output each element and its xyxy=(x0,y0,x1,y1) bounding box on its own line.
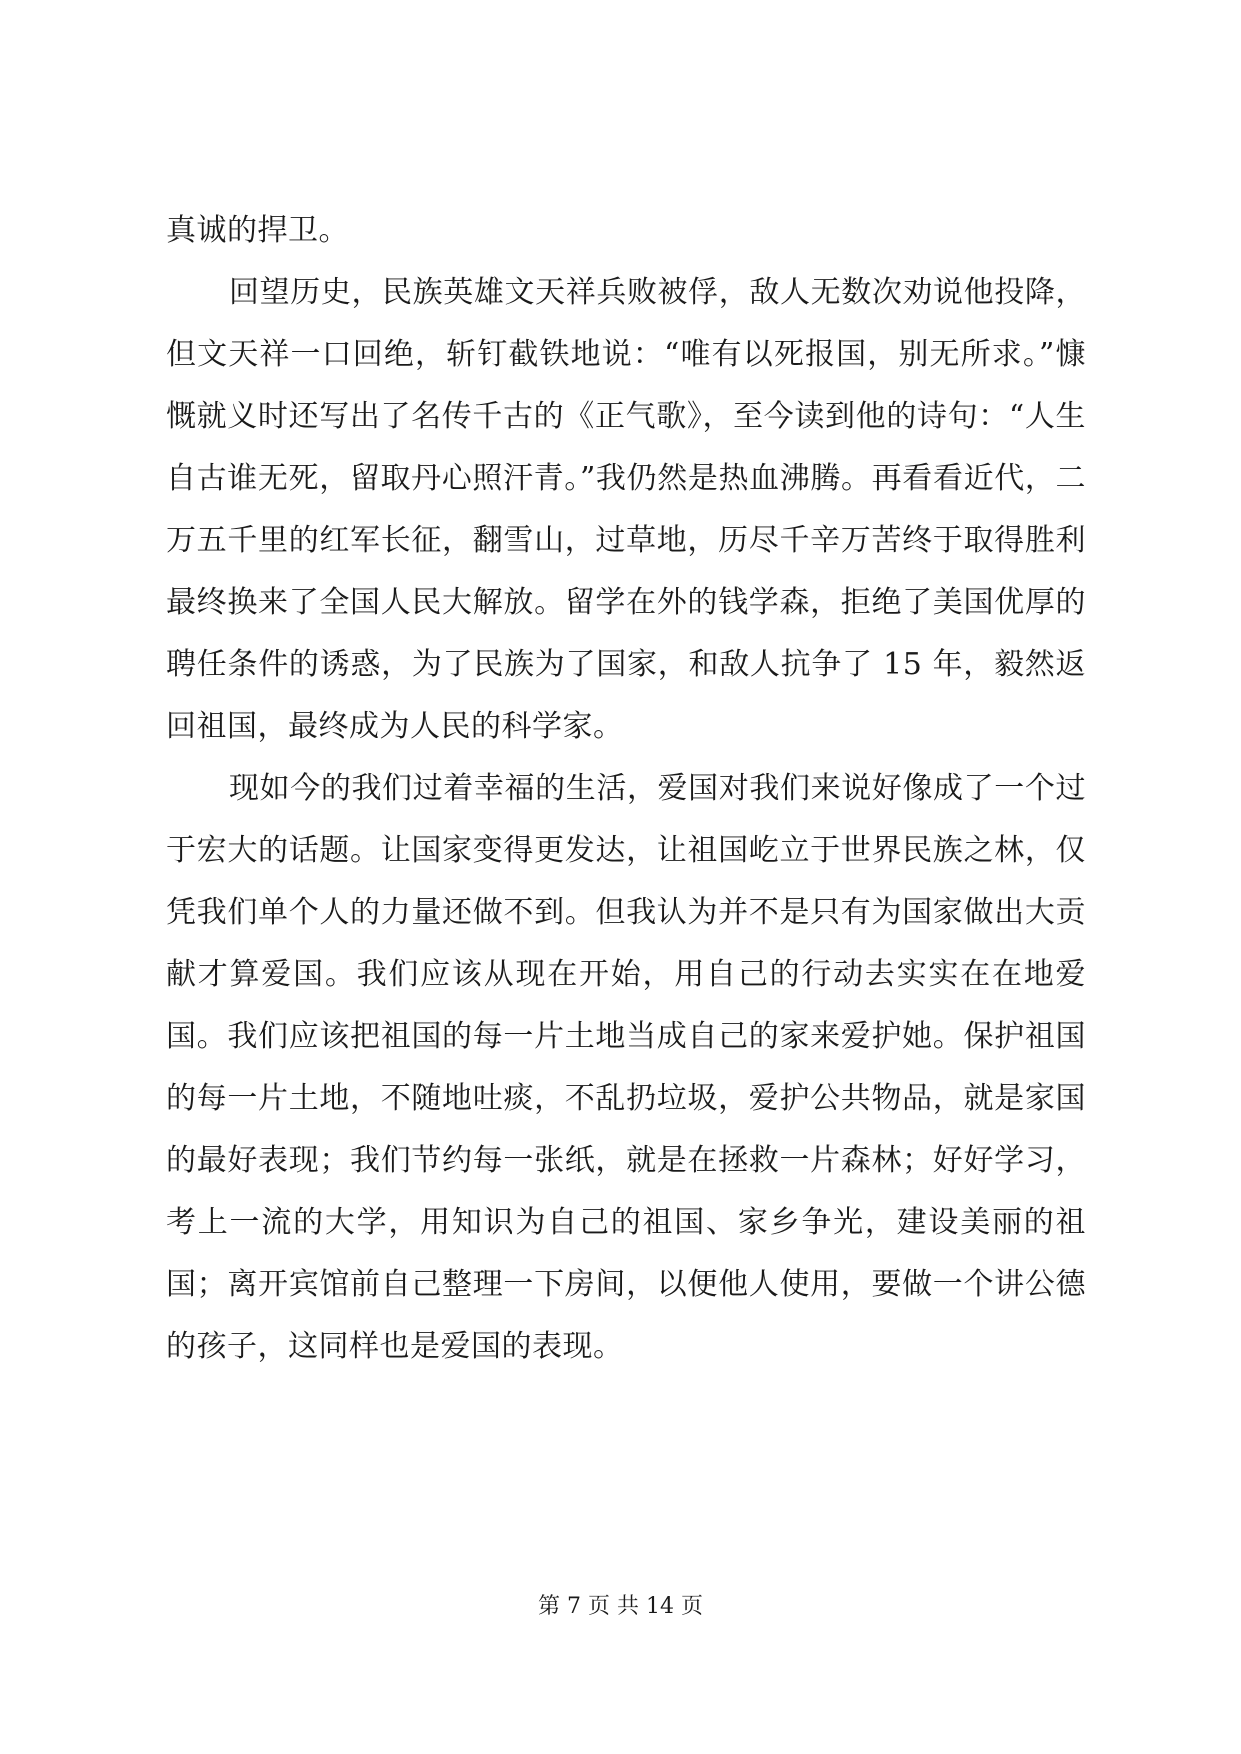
paragraph-continuation: 真诚的捍卫。 xyxy=(166,213,349,248)
page-number-footer: 第 7 页 共 14 页 xyxy=(538,1594,703,1619)
paragraph-today: 现如今的我们过着幸福的生活，爱国对我们来说好像成了一个过于宏大的话题。让国家变得更发达，让祖国屹立于世界民族之林，仅凭我们单个人的力量还做不到。但我认为并不是只有为国家做出大贡献才算爱国。我们应该从现在开始，用自己的行动去实实在在地爱国。我们应该把祖国的每一片土地当成自己的家来爱护她。保护祖国的每一片土地，不随地吐痰，不乱扔垃圾，爱护公共物品，就是家国的最好表现；我们节约每一张纸，就是在拯救一片森林；好好学习，考上一流的大学，用知识为自己的祖国、家乡争光，建设美丽的祖国；离开宾馆前自己整理一下房间，以便他人使用，要做一个讲公德的孩子，这同样也是爱国的表现。 xyxy=(166,771,1086,1364)
paragraph-history: 回望历史，民族英雄文天祥兵败被俘，敌人无数次劝说他投降，但文天祥一口回绝，斩钉截铁地说：“唯有以死报国，别无所求。”慷慨就义时还写出了名传千古的《正气歌》，至今读到他的诗句：“人生自古谁无死，留取丹心照汗青。”我仍然是热血沸腾。再看看近代，二万五千里的红军长征，翻雪山，过草地，历尽千辛万苦终于取得胜利最终换来了全国人民大解放。留学在外的钱学森，拒绝了美国优厚的聘任条件的诱惑，为了民族为了国家，和敌人抗争了 15 年，毅然返回祖国，最终成为人民的科学家。 xyxy=(166,275,1086,744)
document-body xyxy=(166,200,1086,1378)
